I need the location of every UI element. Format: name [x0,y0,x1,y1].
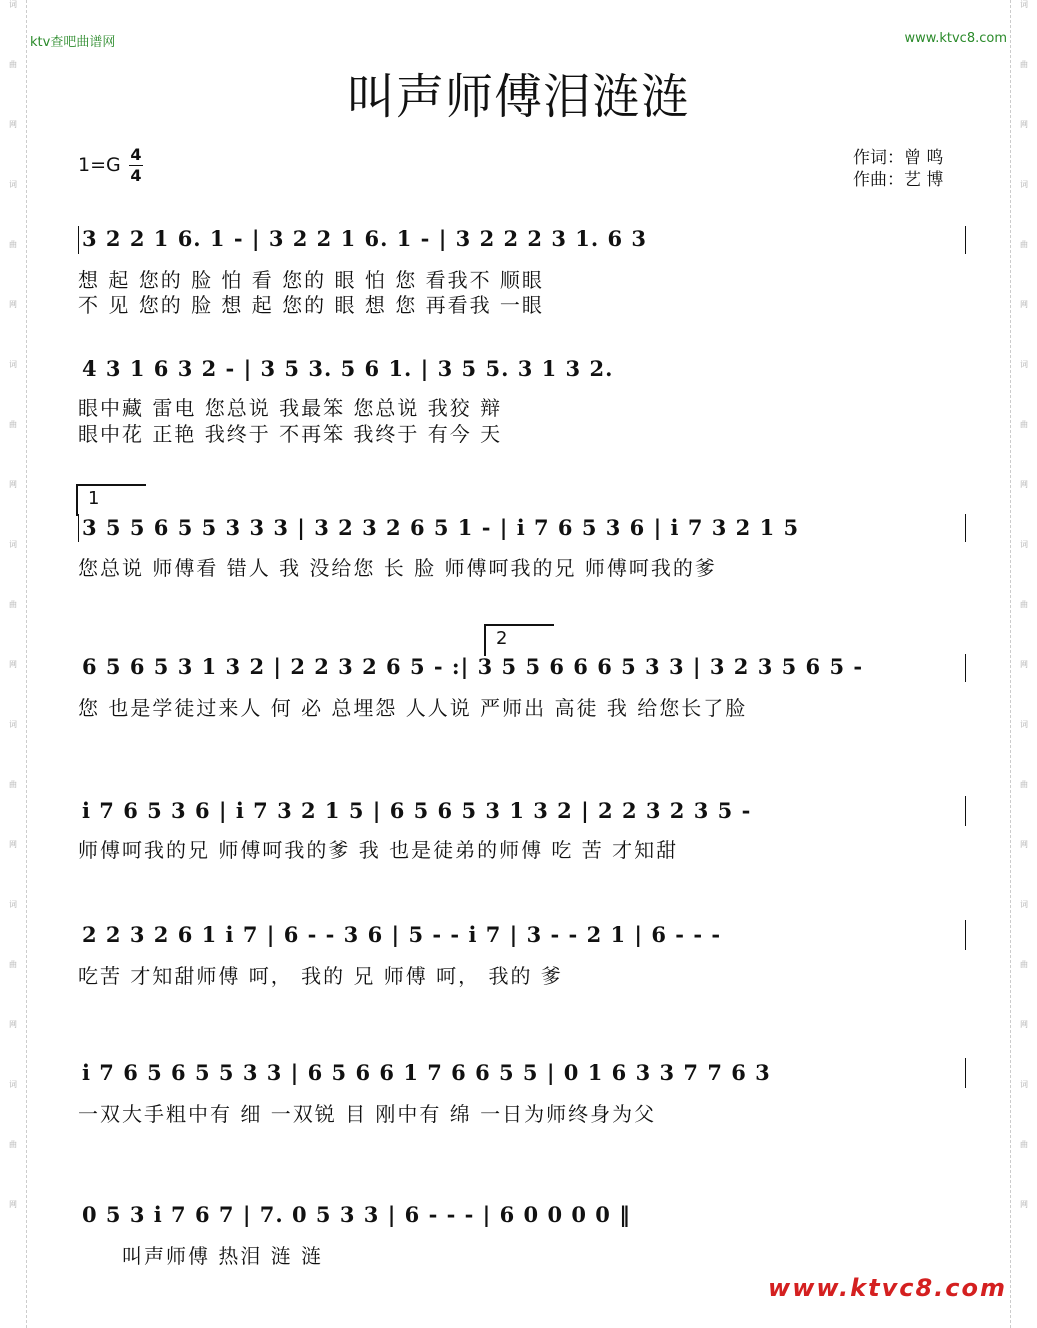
site-name-left: ktv查吧曲谱网 [30,35,116,50]
bar-line [965,920,966,950]
margin-mark: 词 [1020,180,1028,189]
lyric-verse-2: 不 见 您的 脸 想 起 您的 眼 想 您 再看我 一眼 [78,293,544,317]
margin-mark: 词 [1020,540,1028,549]
margin-mark: 曲 [9,780,17,789]
margin-mark: 网 [1020,1200,1028,1209]
margin-mark: 词 [1020,720,1028,729]
margin-mark: 网 [9,1020,17,1029]
volta-number: 1 [88,488,100,509]
volta-number: 2 [496,628,508,649]
margin-mark: 词 [1020,1080,1028,1089]
lyric-line: 一双大手粗中有 细 一双锐 目 刚中有 绵 一日为师终身为父 [78,1102,657,1126]
margin-mark: 网 [9,480,17,489]
notation-line: 6 5 6 5 3 1 3 2 | 2 2 3 2 6 5 - :| 3 5 5 6 6 6 5 3 3 | 3 2 3 5 6 5 - [82,654,864,679]
margin-mark: 网 [9,1200,17,1209]
margin-mark: 网 [1020,840,1028,849]
margin-mark: 曲 [1020,600,1028,609]
lyric-line: 师傅呵我的兄 师傅呵我的爹 我 也是徒弟的师傅 吃 苦 才知甜 [78,838,679,862]
lyric-verse-1: 眼中藏 雷电 您总说 我最笨 您总说 我狡 辩 [78,396,503,420]
lyric-verse-1: 想 起 您的 脸 怕 看 您的 眼 怕 您 看我不 顺眼 [78,268,544,292]
time-signature-bottom: 4 [130,166,142,185]
lyric-verse-2: 眼中花 正艳 我终于 不再笨 我终于 有今 天 [78,422,503,446]
margin-mark: 网 [9,120,17,129]
lyricist-credit: 作词：曾 鸣 [853,148,944,168]
second-ending-bracket [484,624,554,656]
margin-mark: 网 [1020,120,1028,129]
time-signature-top: 4 [130,145,142,164]
key-signature: 1=G [78,154,121,176]
bar-line [965,514,966,542]
margin-mark: 网 [9,840,17,849]
margin-mark: 曲 [1020,60,1028,69]
margin-mark: 网 [9,300,17,309]
margin-mark: 网 [1020,480,1028,489]
margin-mark: 曲 [1020,960,1028,969]
margin-mark: 词 [9,1080,17,1089]
bar-line [965,796,966,826]
notation-line: 3 5 5 6 5 5 3 3 3 | 3 2 3 2 6 5 1 - | i 7 6 5 3 6 | i 7 3 2 1 5 [82,515,800,540]
margin-mark: 词 [1020,900,1028,909]
bar-line [78,226,79,254]
margin-mark: 曲 [1020,780,1028,789]
credits [853,147,943,191]
left-margin-marks [0,0,26,1260]
song-title: 叫声师傅泪涟涟 [346,69,690,125]
notation-line: 0 5 3 i 7 6 7 | 7. 0 5 3 3 | 6 - - - | 6 0 0 0 0 ‖ [82,1202,631,1227]
margin-mark: 曲 [9,960,17,969]
margin-mark: 词 [1020,0,1028,9]
lyric-line: 吃苦 才知甜师傅 呵， 我的 兄 师傅 呵， 我的 爹 [78,964,563,988]
margin-mark: 词 [9,180,17,189]
margin-mark: 曲 [1020,1140,1028,1149]
margin-mark: 词 [9,0,17,9]
bar-line [965,1058,966,1088]
notation-line: i 7 6 5 6 5 5 3 3 | 6 5 6 6 1 7 6 6 5 5 | 0 1 6 3 3 7 7 6 3 [82,1060,771,1085]
site-url-right[interactable]: www.ktvc8.com [904,31,1007,46]
lyric-line: 您总说 师傅看 错人 我 没给您 长 脸 师傅呵我的兄 师傅呵我的爹 [78,556,717,580]
margin-mark: 网 [9,660,17,669]
margin-mark: 曲 [9,240,17,249]
margin-mark: 网 [1020,300,1028,309]
margin-mark: 词 [9,360,17,369]
margin-mark: 词 [9,720,17,729]
notation-line: 4 3 1 6 3 2 - | 3 5 3. 5 6 1. | 3 5 5. 3 1 3 2. [82,356,614,381]
right-page-margin [1010,0,1037,1328]
bar-line [78,514,79,542]
right-margin-marks [1011,0,1037,1260]
margin-mark: 曲 [9,600,17,609]
margin-mark: 曲 [9,60,17,69]
lyric-line: 叫声师傅 热泪 涟 涟 [122,1244,324,1268]
margin-mark: 曲 [1020,240,1028,249]
margin-mark: 词 [1020,360,1028,369]
notation-line: i 7 6 5 3 6 | i 7 3 2 1 5 | 6 5 6 5 3 1 3 2 | 2 2 3 2 3 5 - [82,798,752,823]
notation-line: 2 2 3 2 6 1 i 7 | 6 - - 3 6 | 5 - - i 7 | 3 - - 2 1 | 6 - - - [82,922,722,947]
margin-mark: 词 [9,900,17,909]
margin-mark: 网 [1020,660,1028,669]
composer-credit: 作曲：艺 博 [853,170,944,190]
time-signature [129,146,143,185]
lyric-line: 您 也是学徒过来人 何 必 总埋怨 人人说 严师出 高徒 我 给您长了脸 [78,696,748,720]
margin-mark: 曲 [9,420,17,429]
margin-mark: 曲 [1020,420,1028,429]
margin-mark: 词 [9,540,17,549]
left-page-margin [0,0,27,1328]
first-ending-bracket [76,484,146,516]
margin-mark: 网 [1020,1020,1028,1029]
bar-line [965,226,966,254]
margin-mark: 曲 [9,1140,17,1149]
bar-line [965,654,966,682]
site-logo: www.ktvc8.com [768,1274,1007,1302]
notation-line: 3 2 2 1 6. 1 - | 3 2 2 1 6. 1 - | 3 2 2 2 3 1. 6 3 [82,226,648,251]
